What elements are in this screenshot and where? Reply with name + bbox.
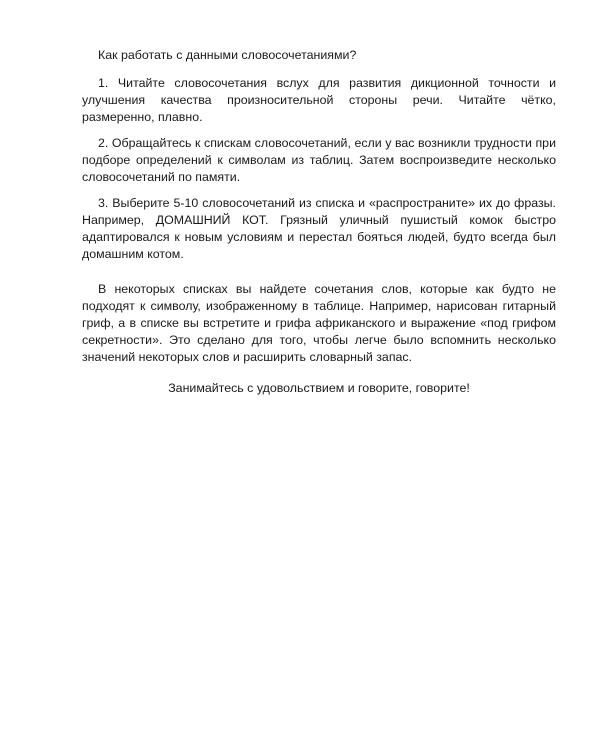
instructions-heading: Как работать с данными словосочетаниями? [98,48,357,62]
text-block [82,47,556,397]
instruction-item-1: 1. Читайте словосочетания вслух для развития дикционной точности и улучшения качества произносительной стороны речи. Читайте чётко, размеренно, плавно. [82,76,556,124]
instruction-item-2: 2. Обращайтесь к спискам словосочетаний, если у вас возникли трудности при подборе определений к символам из таблиц. Затем воспроизведите несколько словосочетаний по памяти. [82,136,556,184]
closing-line: Занимайтесь с удовольствием и говорите, говорите! [168,381,470,395]
note-paragraph: В некоторых списках вы найдете сочетания слов, которые как будто не подходят к символу, изображенному в таблице. Например, нарисован гитарный гриф, а в списке вы встретите и грифа африканского и выражение «под грифом секретности». Это сделано для того, чтобы легче было вспомнить несколько значений некоторых слов и расширить словарный запас. [82,282,556,364]
instruction-item-3: 3. Выберите 5-10 словосочетаний из списка и «распространите» их до фразы. Например, ДОМАШНИЙ КОТ. Грязный уличный пушистый комок быстро адаптировался к новым условиям и перестал бояться людей, будто всегда был домашним котом. [82,196,556,261]
